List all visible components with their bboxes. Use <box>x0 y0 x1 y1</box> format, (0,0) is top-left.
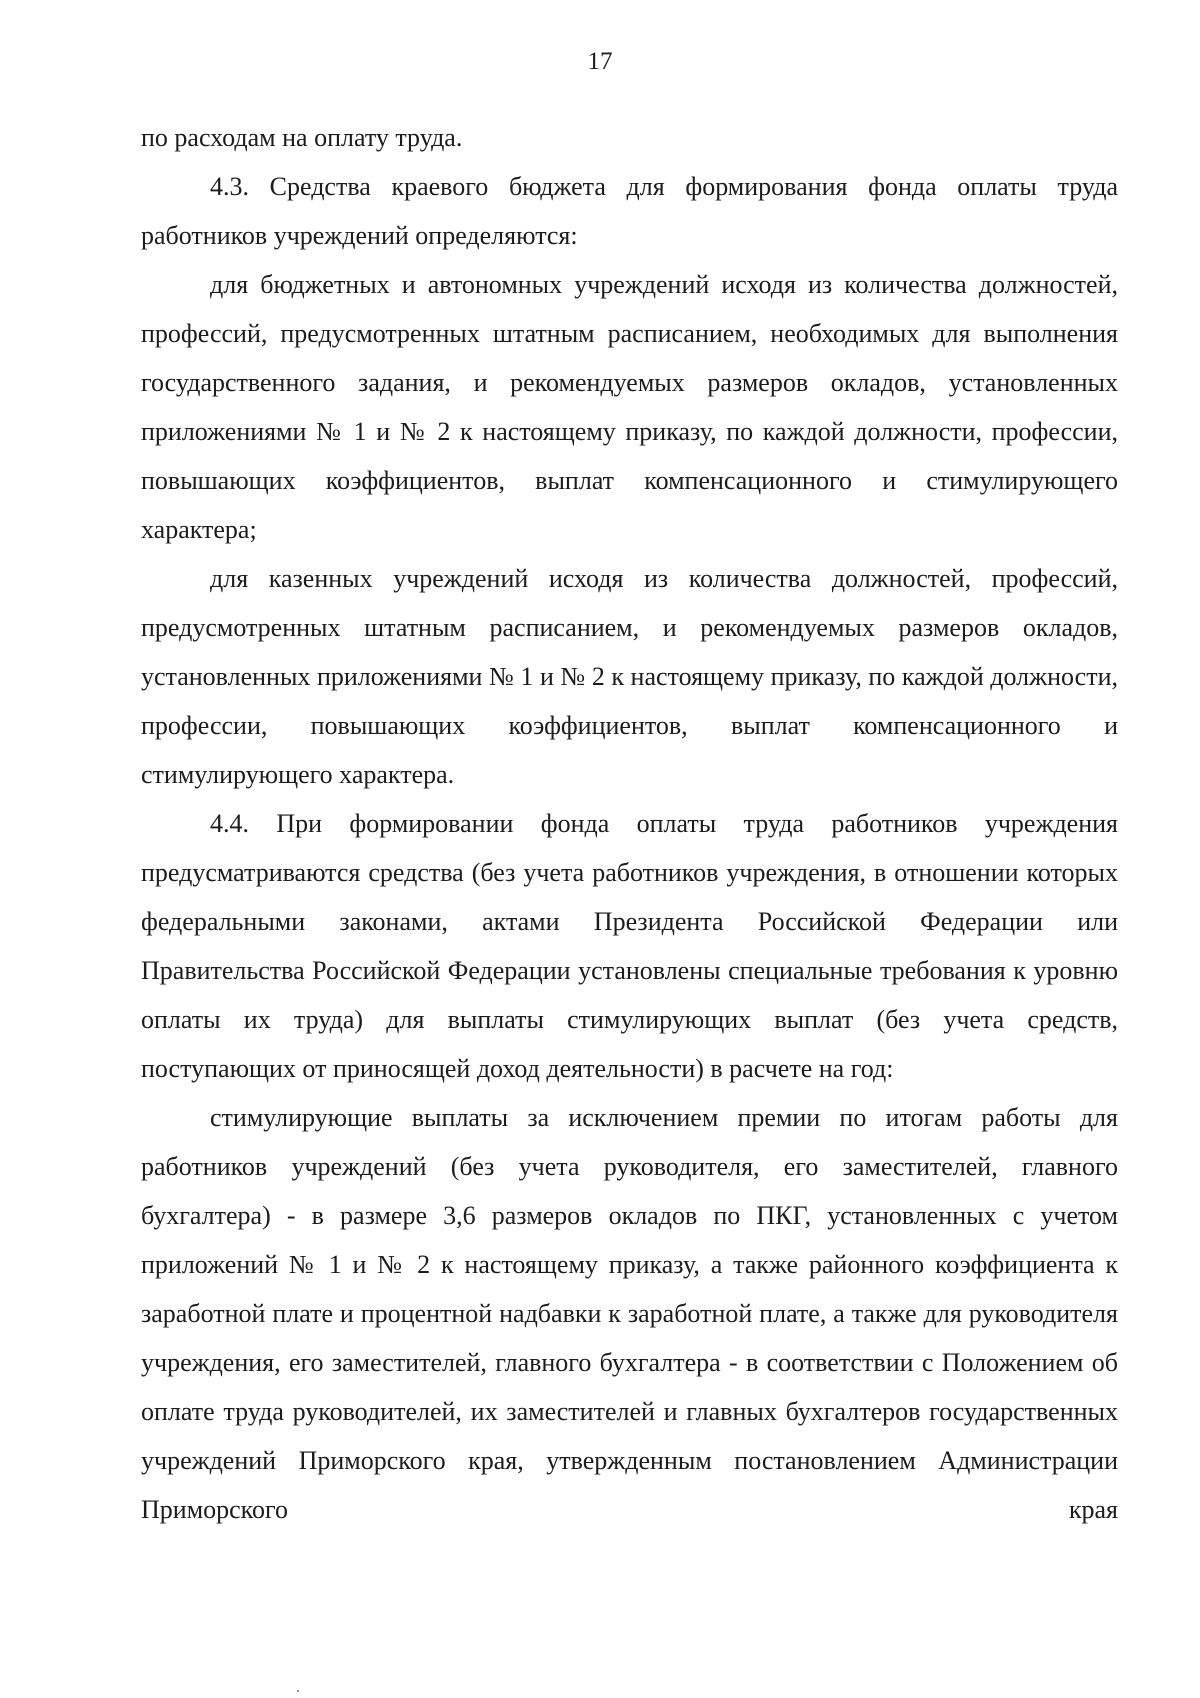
paragraph-section-4-4: 4.4. При формировании фонда оплаты труда работников учреждения предусматриваются средства (без учета работников учреждения, в отношении которых федеральными законами, актами Президента Российской Федерации или Правительства Российской Федерации установлены специальные требования к уровню оплаты их труда) для выплаты стимулирующих выплат (без учета средств, поступающих от приносящей доход деятельности) в расчете на год: <box>141 809 1118 1083</box>
paragraph-budget-autonomous: для бюджетных и автономных учреждений исходя из количества должностей, профессий, предусмотренных штатным расписанием, необходимых для выполнения государственного задания, и рекомендуемых размеров окладов, установленных приложениями № 1 и № 2 к настоящему приказу, по каждой должности, профессии, повышающих коэффициентов, выплат компенсационного и стимулирующего характера; <box>141 270 1118 544</box>
scan-artifact <box>297 1690 299 1692</box>
paragraph-incentive-payments: стимулирующие выплаты за исключением премии по итогам работы для работников учреждений (без учета руководителя, его заместителей, главного бухгалтера) - в размере 3,6 размеров окладов по ПКГ, установленных с учетом приложений № 1 и № 2 к настоящему приказу, а также районного коэффициента к заработной плате и процентной надбавки к заработной плате, а также для руководителя учреждения, его заместителей, главного бухгалтера - в соответствии с Положением об оплате труда руководителей, их заместителей и главных бухгалтеров государственных учреждений Приморского края, утвержденным постановлением Администрации Приморского края <box>141 1103 1118 1524</box>
document-body <box>141 113 1118 1534</box>
paragraph-continuation: по расходам на оплату труда. <box>141 123 463 152</box>
paragraph-state-institutions: для казенных учреждений исходя из количества должностей, профессий, предусмотренных штатным расписанием, и рекомендуемых размеров окладов, установленных приложениями № 1 и № 2 к настоящему приказу, по каждой должности, профессии, повышающих коэффициентов, выплат компенсационного и стимулирующего характера. <box>141 564 1118 789</box>
paragraph-section-4-3: 4.3. Средства краевого бюджета для формирования фонда оплаты труда работников учреждений определяются: <box>141 172 1118 250</box>
page-number: 17 <box>587 48 613 75</box>
